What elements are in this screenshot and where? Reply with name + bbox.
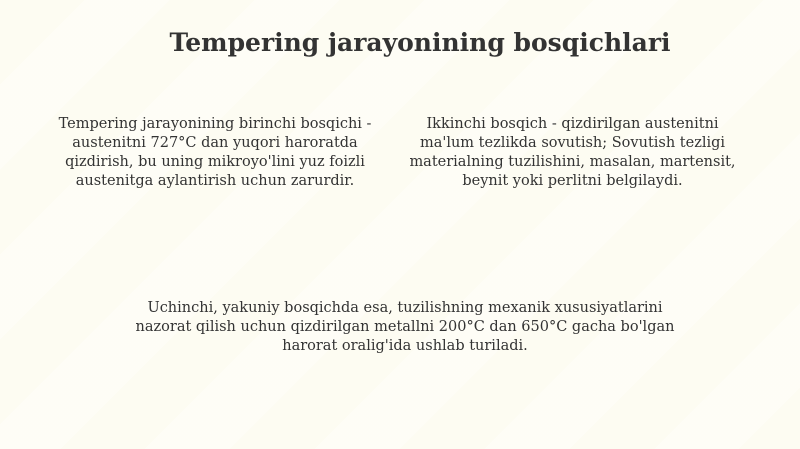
paragraph-stage-two: Ikkinchi bosqich - qizdirilgan austenitni ma'lum tezlikda sovutish; Sovutish tezligi materialning tuzilishini, masalan, martensit, beynit yoki perlitni belgilaydi.	[409, 116, 736, 189]
slide-title: Tempering jarayonining bosqichlari	[169, 28, 671, 57]
paragraph-stage-one: Tempering jarayonining birinchi bosqichi - austenitni 727°C dan yuqori haroratda qizdirish, bu uning mikroyo'lini yuz foizli austenitga aylantirish uchun zarurdir.	[58, 116, 372, 189]
paragraph-stage-three: Uchinchi, yakuniy bosqichda esa, tuzilishning mexanik xususiyatlarini nazorat qilish uchun qizdirilgan metallni 200°C dan 650°C gacha bo'lgan harorat oralig'ida ushlab turiladi.	[135, 300, 675, 354]
